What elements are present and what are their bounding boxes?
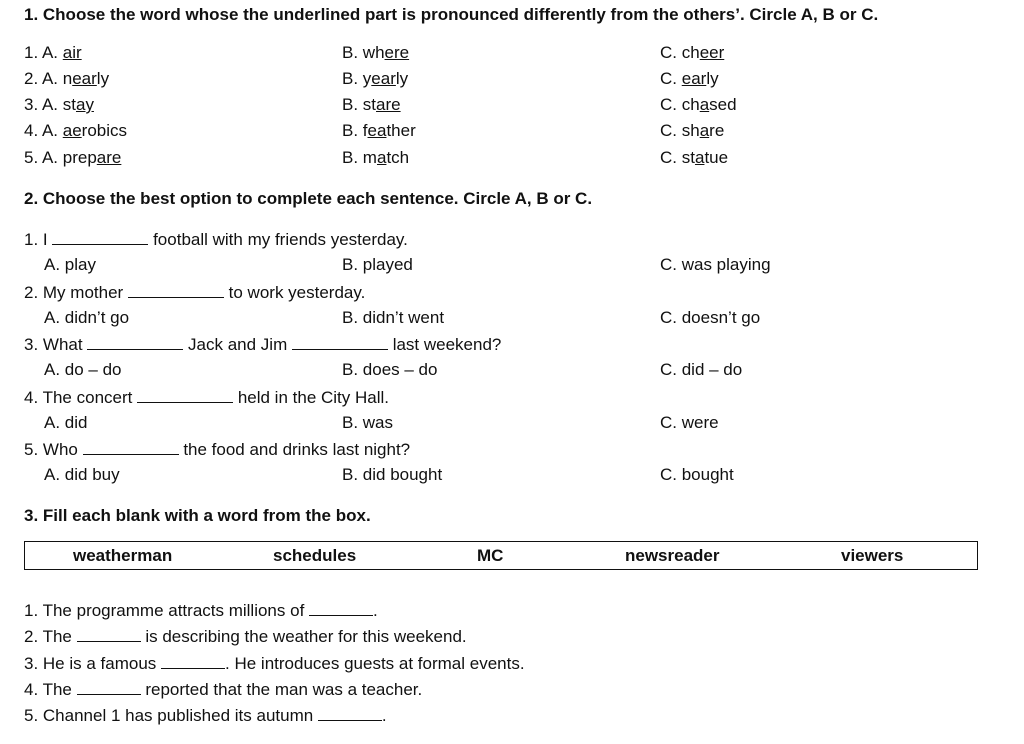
option-c[interactable]: C. chased [660,95,737,114]
answer-blank[interactable] [87,334,183,350]
section3-heading: 3. Fill each blank with a word from the box. [24,506,371,525]
sentence-text: 1. The programme attracts millions of [24,601,310,620]
question-text: 5. Who [24,440,83,459]
fill-sentence-1 [24,600,1004,624]
question-1 [24,229,1004,253]
answer-blank[interactable] [52,229,148,245]
option-b[interactable]: B. stare [342,95,401,114]
options-1 [24,255,1004,279]
question-text: Jack and Jim [183,335,292,354]
option-a[interactable]: 4. A. aerobics [24,121,128,140]
question-2 [24,282,1004,306]
option-c[interactable]: C. cheer [660,43,725,62]
option-c[interactable]: C. was playing [660,255,771,274]
option-b[interactable]: B. played [342,255,413,274]
option-a[interactable]: 3. A. stay [24,95,94,114]
option-c[interactable]: C. were [660,413,719,432]
sentence-text: 5. Channel 1 has published its autumn [24,706,318,725]
fill-sentence-2 [24,626,1004,650]
word-box-item: newsreader [625,546,720,565]
option-a[interactable]: 1. A. air [24,43,82,62]
pronunciation-row-3 [24,95,1004,119]
pronunciation-row-4 [24,121,1004,145]
option-c[interactable]: C. bought [660,465,734,484]
answer-blank[interactable] [318,705,382,721]
question-text: football with my friends yesterday. [148,230,408,249]
answer-blank[interactable] [77,679,141,695]
answer-blank[interactable] [77,626,141,642]
question-text: 1. I [24,230,53,249]
option-c[interactable]: C. statue [660,148,729,167]
answer-blank[interactable] [83,439,179,455]
section2-heading: 2. Choose the best option to complete each sentence. Circle A, B or C. [24,189,593,208]
word-box-item: viewers [841,546,904,565]
sentence-text: . He introduces guests at formal events. [225,654,525,673]
pronunciation-row-5 [24,148,1004,172]
sentence-text: 2. The [24,627,77,646]
question-text: 3. What [24,335,88,354]
answer-blank[interactable] [309,600,373,616]
answer-blank[interactable] [137,387,233,403]
option-c[interactable]: C. early [660,69,719,88]
question-text: held in the City Hall. [233,388,389,407]
option-c[interactable]: C. did – do [660,360,743,379]
option-b[interactable]: B. where [342,43,410,62]
section1-heading: 1. Choose the word whose the underlined part is pronounced differently from the others’. Circle A, B or C. [24,5,879,24]
question-text: to work yesterday. [223,283,366,302]
option-a[interactable]: A. play [44,255,96,274]
question-text: 2. My mother [24,283,128,302]
option-a[interactable]: 5. A. prepare [24,148,122,167]
option-b[interactable]: B. does – do [342,360,438,379]
options-3 [24,360,1004,384]
pronunciation-row-1 [24,43,1004,67]
answer-blank[interactable] [161,653,225,669]
option-c[interactable]: C. share [660,121,725,140]
sentence-text: 4. The [24,680,77,699]
word-box-item: schedules [273,546,357,565]
option-b[interactable]: B. didn’t went [342,308,445,327]
sentence-text: reported that the man was a teacher. [140,680,423,699]
question-text: last weekend? [387,335,502,354]
option-b[interactable]: B. was [342,413,394,432]
sentence-text: . [381,706,387,725]
answer-blank[interactable] [292,334,388,350]
word-box [24,541,978,570]
option-a[interactable]: A. did buy [44,465,120,484]
options-5 [24,465,1004,489]
pronunciation-row-2 [24,69,1004,93]
fill-sentence-5 [24,705,1004,729]
answer-blank[interactable] [128,282,224,298]
sentence-text: is describing the weather for this weekend. [140,627,467,646]
question-5 [24,439,1004,463]
option-c[interactable]: C. doesn’t go [660,308,761,327]
option-a[interactable]: A. didn’t go [44,308,130,327]
option-b[interactable]: B. did bought [342,465,443,484]
fill-sentence-4 [24,679,1004,703]
option-a[interactable]: A. do – do [44,360,122,379]
question-text: the food and drinks last night? [178,440,411,459]
option-b[interactable]: B. yearly [342,69,409,88]
option-b[interactable]: B. match [342,148,410,167]
options-4 [24,413,1004,437]
option-b[interactable]: B. feather [342,121,416,140]
question-4 [24,387,1004,411]
word-box-item: weatherman [73,546,173,565]
sentence-text: . [373,601,378,620]
options-2 [24,308,1004,332]
question-text: 4. The concert [24,388,138,407]
fill-sentence-3 [24,653,1004,677]
option-a[interactable]: 2. A. nearly [24,69,110,88]
sentence-text: 3. He is a famous [24,654,162,673]
question-3 [24,334,1004,358]
option-a[interactable]: A. did [44,413,88,432]
word-box-item: MC [477,546,504,565]
